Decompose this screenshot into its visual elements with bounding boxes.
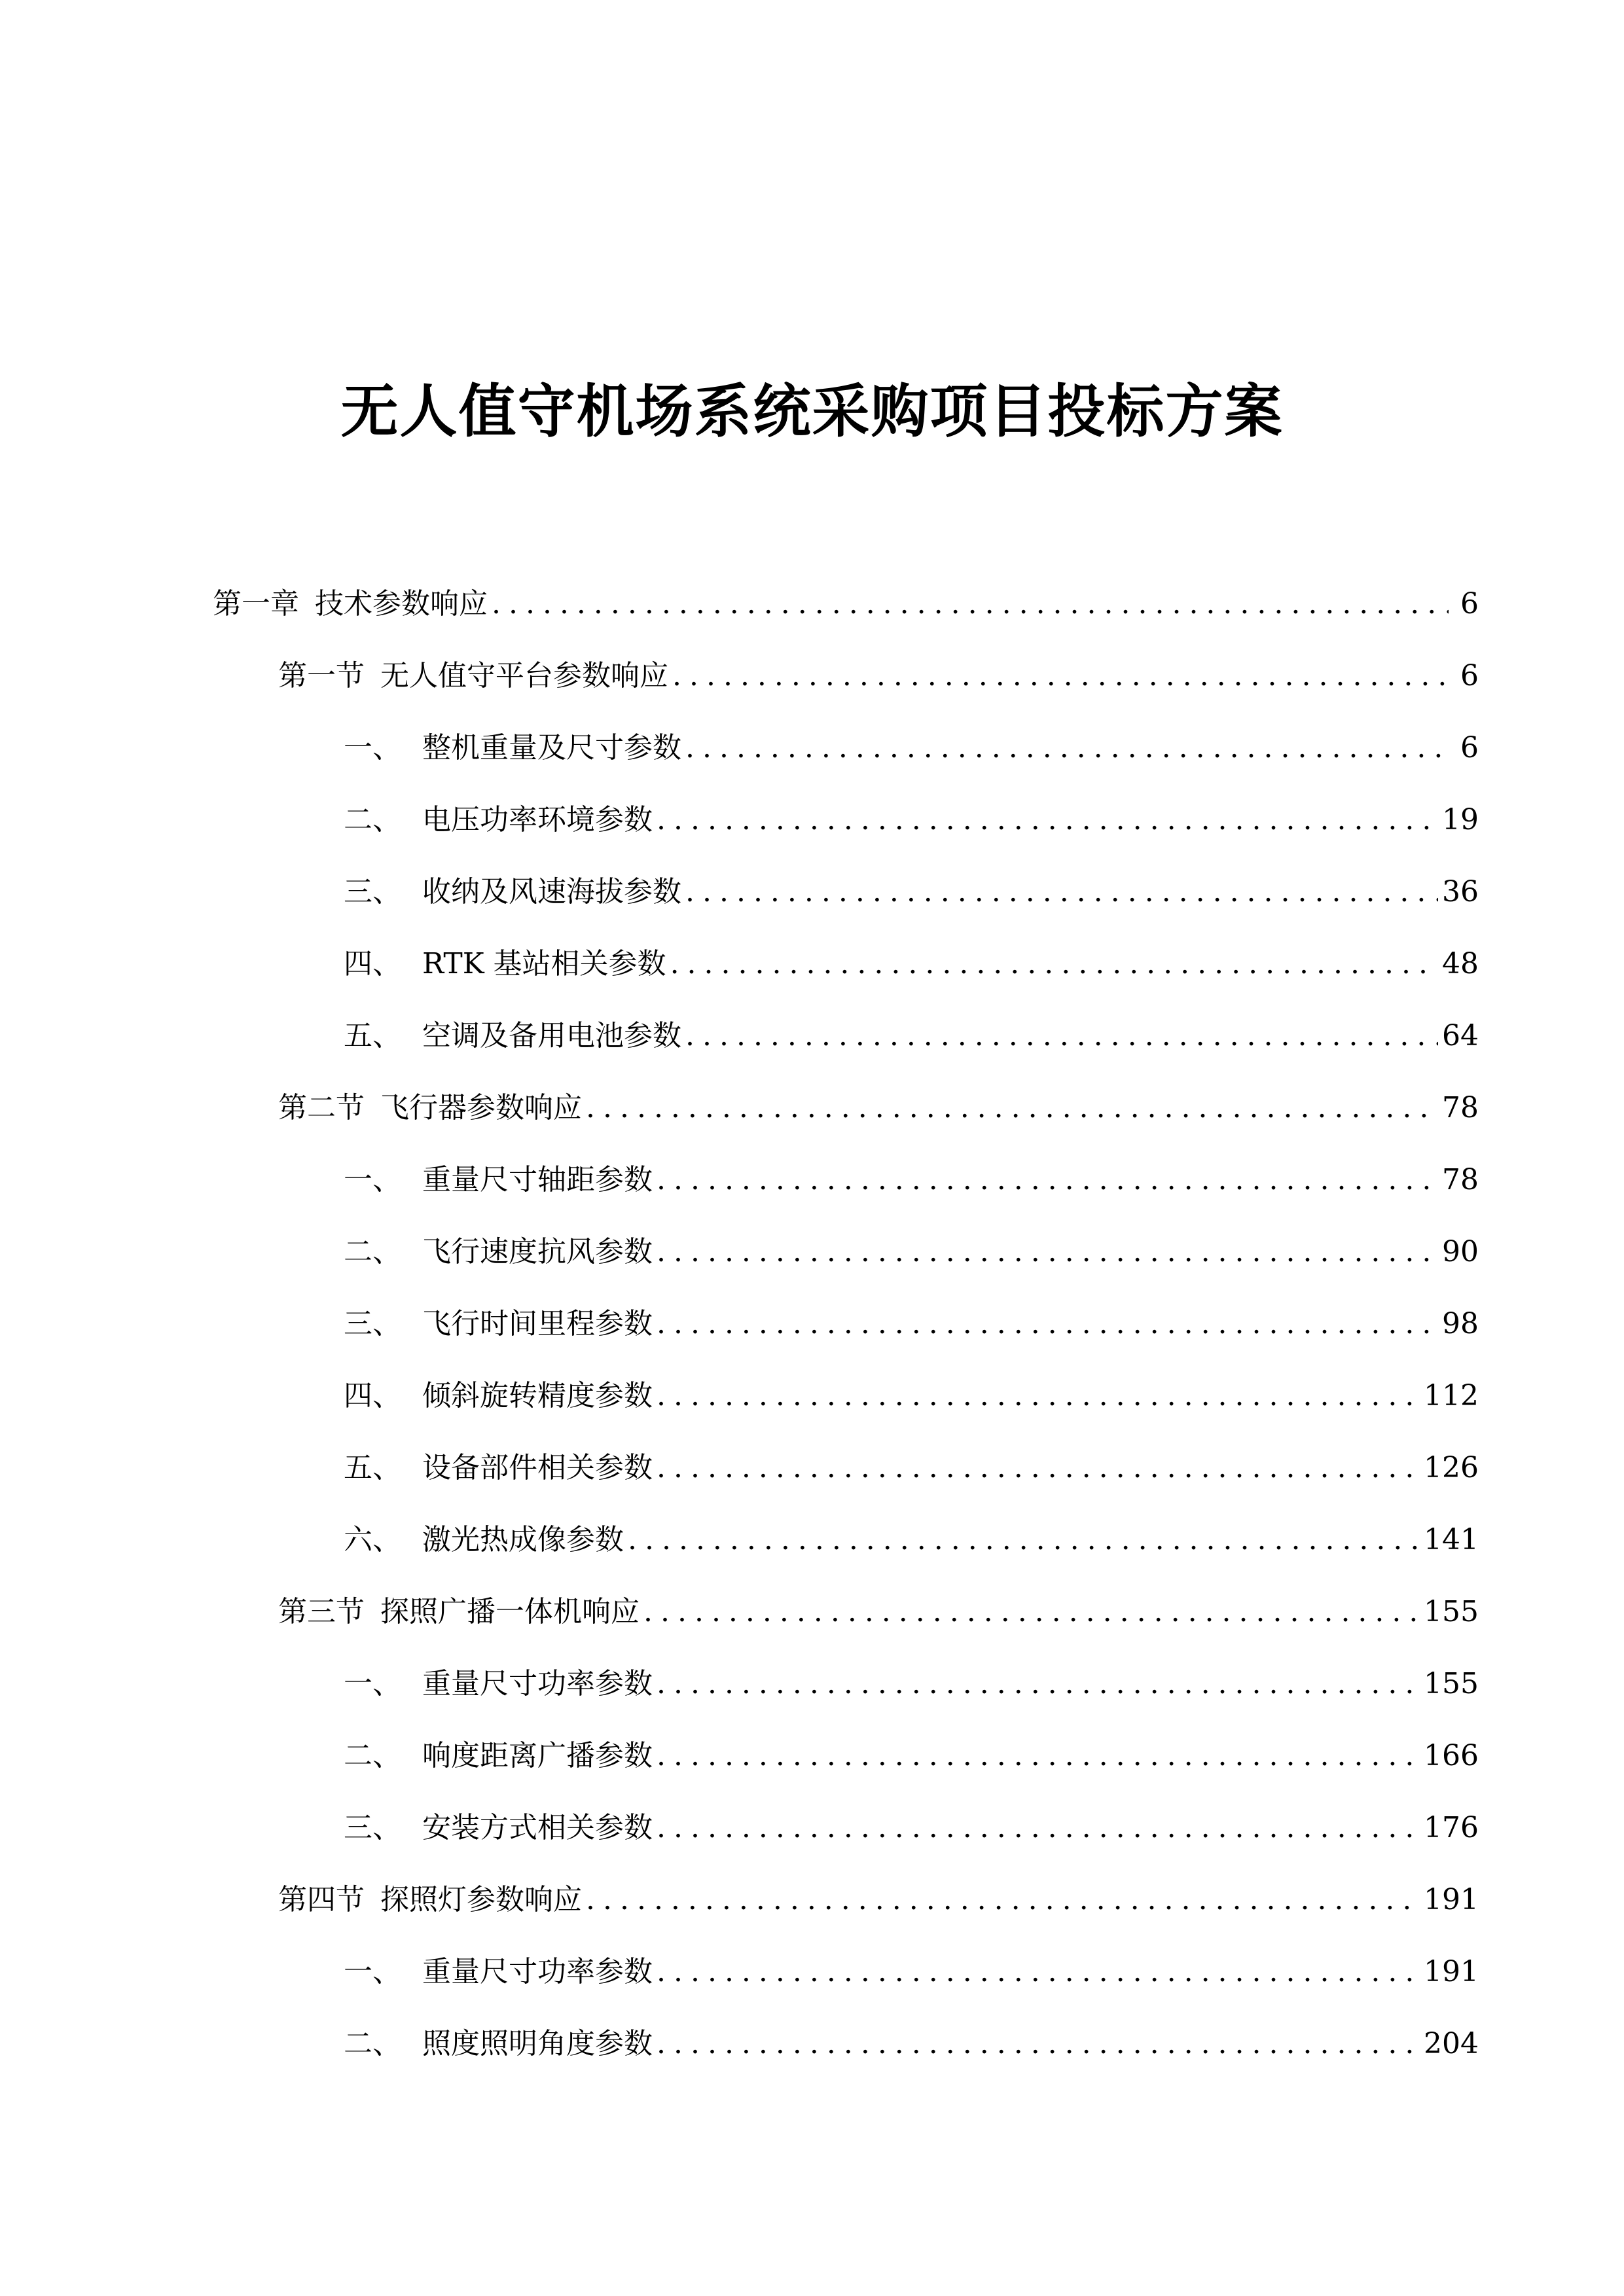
toc-entry-title: 技术参数响应 [315,587,488,620]
toc-entry-subsection[interactable] [0,928,1624,1000]
toc-dot-leader [657,1144,1438,1216]
toc-entry-subsection[interactable] [0,1432,1624,1504]
toc-entry-subsection[interactable] [0,1216,1624,1288]
toc-entry-number: 四、 [344,1379,401,1412]
toc-entry-page: 6 [1460,587,1479,620]
toc-entry-title: 飞行时间里程参数 [422,1307,653,1340]
toc-entry-title: 整机重量及尺寸参数 [422,731,681,764]
toc-entry-subsection[interactable] [0,784,1624,856]
toc-entry-title: 重量尺寸功率参数 [422,1955,653,1988]
toc-entry-page: 78 [1442,1091,1479,1124]
toc-dot-leader [657,1216,1438,1288]
toc-entry-page: 48 [1442,947,1479,980]
toc-entry-section-2[interactable] [0,1072,1624,1144]
toc-dot-leader [685,1000,1438,1072]
toc-entry-number: 第四节 [278,1883,365,1916]
toc-dot-leader [670,928,1438,1000]
toc-entry-subsection[interactable] [0,1000,1624,1072]
toc-entry-number: 三、 [344,1811,401,1844]
toc-entry-subsection[interactable] [0,856,1624,928]
toc-dot-leader [657,1936,1420,2008]
toc-entry-title: 照度照明角度参数 [422,2027,653,2060]
toc-dot-leader [657,1288,1438,1360]
toc-entry-page: 112 [1424,1379,1479,1412]
toc-entry-title: 倾斜旋转精度参数 [422,1379,653,1412]
toc-entry-number: 第三节 [278,1595,365,1628]
toc-entry-number: 第一章 [213,587,299,620]
toc-dot-leader [657,784,1438,856]
toc-entry-number: 二、 [344,1235,401,1268]
toc-dot-leader [657,2008,1420,2080]
toc-entry-number: 二、 [344,803,401,836]
toc-entry-page: 204 [1424,2027,1479,2060]
toc-entry-page: 6 [1460,659,1479,692]
toc-entry-subsection[interactable] [0,1936,1624,2008]
toc-entry-number: 第一节 [278,659,365,692]
toc-dot-leader [628,1504,1420,1576]
toc-entry-page: 155 [1424,1595,1479,1628]
toc-entry-subsection[interactable] [0,1720,1624,1792]
toc-entry-title: 响度距离广播参数 [422,1739,653,1772]
toc-entry-number: 三、 [344,875,401,908]
toc-entry-number: 一、 [344,731,401,764]
toc-entry-number: 三、 [344,1307,401,1340]
toc-dot-leader [685,712,1449,784]
toc-entry-page: 36 [1442,875,1479,908]
toc-entry-subsection[interactable] [0,1144,1624,1216]
toc-entry-title: 收纳及风速海拔参数 [422,875,681,908]
toc-dot-leader [492,568,1449,640]
toc-entry-number: 五、 [344,1451,401,1484]
toc-entry-page: 126 [1424,1451,1479,1484]
toc-entry-title: 重量尺寸功率参数 [422,1667,653,1700]
toc-entry-title: 飞行器参数响应 [380,1091,582,1124]
toc-entry-title: 激光热成像参数 [422,1523,624,1556]
toc-entry-subsection[interactable] [0,1648,1624,1720]
toc-entry-title: 探照灯参数响应 [380,1883,582,1916]
toc-entry-section-4[interactable] [0,1864,1624,1936]
toc-dot-leader [657,1432,1420,1504]
toc-entry-page: 64 [1442,1019,1479,1052]
toc-entry-section-3[interactable] [0,1576,1624,1648]
toc-entry-number: 六、 [344,1523,401,1556]
toc-entry-number: 五、 [344,1019,401,1052]
toc-dot-leader [657,1360,1420,1432]
toc-entry-title: 无人值守平台参数响应 [380,659,668,692]
toc-entry-page: 176 [1424,1811,1479,1844]
toc-dot-leader [643,1576,1420,1648]
toc-entry-page: 90 [1442,1235,1479,1268]
toc-entry-number: 一、 [344,1667,401,1700]
toc-entry-subsection[interactable] [0,1360,1624,1432]
toc-entry-title: 安装方式相关参数 [422,1811,653,1844]
toc-entry-page: 6 [1460,731,1479,764]
toc-entry-number: 四、 [344,947,401,980]
toc-entry-subsection[interactable] [0,712,1624,784]
toc-entry-subsection[interactable] [0,1504,1624,1576]
toc-dot-leader [657,1648,1420,1720]
toc-entry-page: 78 [1442,1163,1479,1196]
toc-dot-leader [685,856,1438,928]
toc-entry-title: 电压功率环境参数 [422,803,653,836]
toc-entry-number: 第二节 [278,1091,365,1124]
toc-entry-number: 一、 [344,1163,401,1196]
toc-entry-chapter-1[interactable] [0,568,1624,640]
toc-dot-leader [657,1720,1420,1792]
toc-entry-title: 设备部件相关参数 [422,1451,653,1484]
document-title: 无人值守机场系统采购项目投标方案 [340,377,1284,445]
toc-entry-title: 空调及备用电池参数 [422,1019,681,1052]
toc-entry-subsection[interactable] [0,2008,1624,2080]
toc-entry-title: 重量尺寸轴距参数 [422,1163,653,1196]
toc-dot-leader [672,640,1449,712]
toc-entry-page: 141 [1424,1523,1479,1556]
toc-entry-title: RTK 基站相关参数 [422,947,666,980]
toc-entry-subsection[interactable] [0,1288,1624,1360]
toc-entry-subsection[interactable] [0,1792,1624,1864]
toc-entry-page: 19 [1442,803,1479,836]
toc-dot-leader [586,1072,1438,1144]
toc-entry-number: 二、 [344,2027,401,2060]
toc-entry-number: 一、 [344,1955,401,1988]
toc-dot-leader [586,1864,1420,1936]
toc-entry-section-1[interactable] [0,640,1624,712]
toc-entry-page: 98 [1442,1307,1479,1340]
toc-entry-title: 飞行速度抗风参数 [422,1235,653,1268]
toc-entry-page: 191 [1424,1883,1479,1916]
toc-entry-page: 155 [1424,1667,1479,1700]
toc-dot-leader [657,1792,1420,1864]
toc-entry-title: 探照广播一体机响应 [380,1595,640,1628]
toc-entry-number: 二、 [344,1739,401,1772]
toc-entry-page: 166 [1424,1739,1479,1772]
toc-entry-page: 191 [1424,1955,1479,1988]
